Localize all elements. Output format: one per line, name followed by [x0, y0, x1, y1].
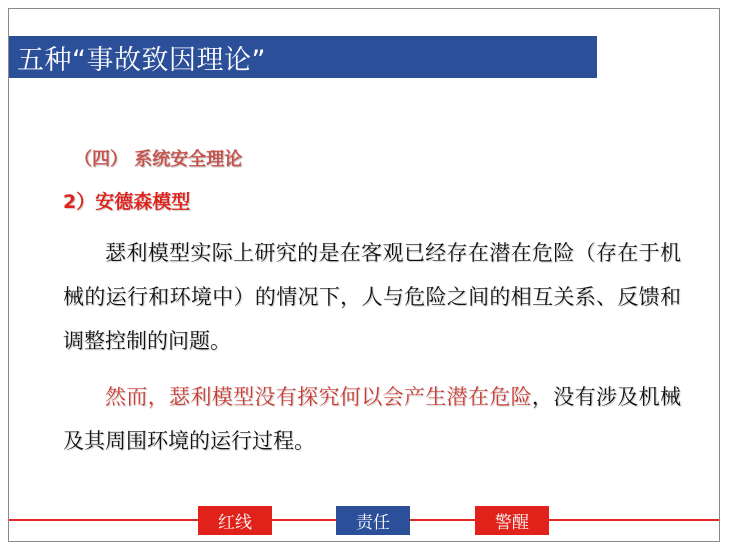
paragraph-2-highlight: 然而，瑟利模型没有探究何以会产生潜在危险 — [105, 385, 532, 409]
section-heading: （四） 系统安全理论 — [74, 149, 243, 170]
tag-responsibility: 责任 — [336, 506, 410, 535]
paragraph-1: 瑟利模型实际上研究的是在客观已经存在潜在危险（存在于机械的运行和环境中）的情况下，人与危险之间的相互关系、反馈和调整控制的问题。 — [63, 241, 681, 353]
tag-alert: 警醒 — [475, 506, 549, 535]
paragraph-2 — [63, 375, 681, 463]
title-bar — [9, 36, 597, 78]
slide-title: 五种“事故致因理论” — [17, 44, 266, 76]
tag-red-line: 红线 — [198, 506, 272, 535]
subsection-heading: 2）安德森模型 — [63, 191, 191, 213]
paragraph-2-rest: ，没有涉及机械及其周围环境的运行过程。 — [63, 385, 681, 453]
